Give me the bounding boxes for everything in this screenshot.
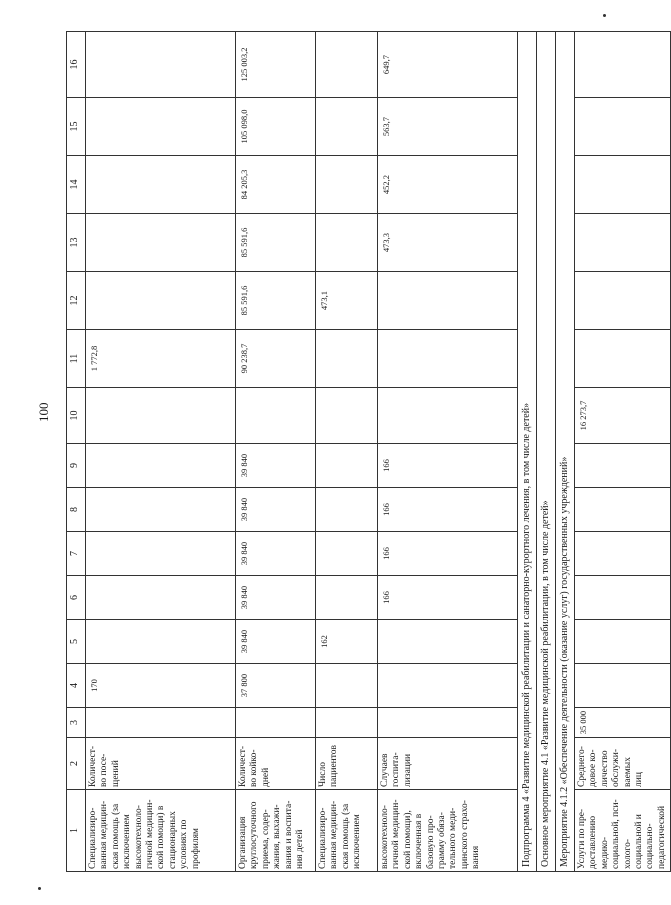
value-cell: 90 238,7 — [236, 330, 316, 388]
value-cell — [575, 664, 671, 708]
value-cell: 85 591,6 — [236, 272, 316, 330]
value-cell — [316, 664, 378, 708]
value-cell: 85 591,6 — [236, 214, 316, 272]
column-header: 10 — [67, 388, 86, 444]
value-cell — [86, 32, 236, 98]
column-header: 5 — [67, 620, 86, 664]
value-cell — [86, 214, 236, 272]
value-cell — [86, 444, 236, 488]
value-cell — [316, 488, 378, 532]
value-cell: 166 — [378, 488, 518, 532]
indicator-cell: Число пациентов — [316, 738, 378, 790]
column-header: 15 — [67, 98, 86, 156]
value-cell — [378, 388, 518, 444]
column-header: 9 — [67, 444, 86, 488]
service-name-cell: Услуги по пре-доставлению медико-социальной, пси-холого-социальной и социально-педагогической — [575, 790, 671, 872]
value-cell — [575, 620, 671, 664]
value-cell — [378, 620, 518, 664]
value-cell: 39 840 — [236, 576, 316, 620]
value-cell — [86, 576, 236, 620]
value-cell — [575, 444, 671, 488]
value-cell — [575, 532, 671, 576]
value-cell — [575, 330, 671, 388]
main-activity-heading: Основное мероприятие 4.1 «Развитие медицинской реабилитации, в том числе детей» — [537, 32, 556, 872]
table-row — [378, 32, 518, 872]
value-cell: 39 840 — [236, 532, 316, 576]
column-header: 4 — [67, 664, 86, 708]
value-cell: 166 — [378, 576, 518, 620]
value-cell — [575, 32, 671, 98]
value-cell — [86, 388, 236, 444]
column-header: 1 — [67, 790, 86, 872]
service-name-cell: Организация круглосуточного приема, содер-жания, выхажи-вания и воспита-ния детей — [236, 790, 316, 872]
service-name-cell: высокотехноло-гичной медицин-ской помощи), включенная в базовую про-грамму обяза-тельного меди-цинского страхо-вания — [378, 790, 518, 872]
value-cell — [575, 272, 671, 330]
column-header: 6 — [67, 576, 86, 620]
value-cell — [575, 576, 671, 620]
value-cell — [86, 488, 236, 532]
value-cell: 452,2 — [378, 156, 518, 214]
column-header: 7 — [67, 532, 86, 576]
value-cell: 39 840 — [236, 620, 316, 664]
value-cell — [316, 576, 378, 620]
value-cell: 16 273,7 — [575, 388, 671, 444]
column-header: 8 — [67, 488, 86, 532]
indicator-cell: Количест-во койко-дней — [236, 738, 316, 790]
value-cell — [316, 214, 378, 272]
value-cell: 125 003,2 — [236, 32, 316, 98]
value-cell — [86, 708, 236, 738]
scan-speck — [38, 887, 41, 890]
rotated-table-container — [66, 32, 667, 872]
activity-heading: Мероприятие 4.1.2 «Обеспечение деятельности (оказание услуг) государственных учреждений» — [556, 32, 575, 872]
value-cell — [378, 708, 518, 738]
value-cell: 649,7 — [378, 32, 518, 98]
table-row — [316, 32, 378, 872]
column-header: 13 — [67, 214, 86, 272]
value-cell — [575, 214, 671, 272]
value-cell — [236, 708, 316, 738]
table-row — [236, 32, 316, 872]
section-row — [518, 32, 537, 872]
value-cell — [86, 156, 236, 214]
value-cell — [316, 708, 378, 738]
value-cell — [316, 532, 378, 576]
value-cell — [86, 532, 236, 576]
value-cell — [378, 272, 518, 330]
column-header: 2 — [67, 738, 86, 790]
section-row — [556, 32, 575, 872]
value-cell: 84 205,3 — [236, 156, 316, 214]
value-cell: 563,7 — [378, 98, 518, 156]
value-cell: 473,1 — [316, 272, 378, 330]
value-cell: 162 — [316, 620, 378, 664]
value-cell — [316, 156, 378, 214]
table-row — [575, 32, 671, 872]
page-number: 100 — [36, 402, 51, 422]
column-header: 11 — [67, 330, 86, 388]
column-number-row — [67, 32, 86, 872]
indicator-cell: Случаев госпита-лизации — [378, 738, 518, 790]
value-cell — [575, 156, 671, 214]
value-cell: 170 — [86, 664, 236, 708]
value-cell: 473,3 — [378, 214, 518, 272]
indicator-cell: Среднего-довое ко-личество обслужи-ваемых лиц — [575, 738, 671, 790]
value-cell: 1 772,8 — [86, 330, 236, 388]
scan-speck — [603, 14, 606, 17]
value-cell — [378, 330, 518, 388]
value-cell — [575, 488, 671, 532]
column-header: 12 — [67, 272, 86, 330]
value-cell: 39 840 — [236, 444, 316, 488]
value-cell: 105 098,0 — [236, 98, 316, 156]
service-name-cell: Специализиро-ванная медицин-ская помощь (за исключением — [316, 790, 378, 872]
value-cell — [316, 98, 378, 156]
table-row — [86, 32, 236, 872]
value-cell: 166 — [378, 532, 518, 576]
section-row — [537, 32, 556, 872]
value-cell: 166 — [378, 444, 518, 488]
value-cell — [316, 388, 378, 444]
column-header: 16 — [67, 32, 86, 98]
value-cell — [316, 444, 378, 488]
value-cell — [378, 664, 518, 708]
value-cell — [316, 32, 378, 98]
subprogram-heading: Подпрограмма 4 «Развитие медицинской реабилитации и санаторно-курортного лечения, в том числе детей» — [518, 32, 537, 872]
indicator-cell: Количест-во посе-щений — [86, 738, 236, 790]
column-header: 14 — [67, 156, 86, 214]
value-cell — [86, 272, 236, 330]
service-name-cell: Специализиро-ванная медицин-ская помощь (за исключением высокотехноло-гичной медицин-ской помощи) в стационарных условиях по профилям — [86, 790, 236, 872]
value-cell — [86, 620, 236, 664]
value-cell — [86, 98, 236, 156]
value-cell — [236, 388, 316, 444]
value-cell: 35 000 — [575, 708, 671, 738]
value-cell — [575, 98, 671, 156]
column-header: 3 — [67, 708, 86, 738]
budget-table — [66, 31, 671, 872]
value-cell: 39 840 — [236, 488, 316, 532]
value-cell — [316, 330, 378, 388]
value-cell: 37 800 — [236, 664, 316, 708]
